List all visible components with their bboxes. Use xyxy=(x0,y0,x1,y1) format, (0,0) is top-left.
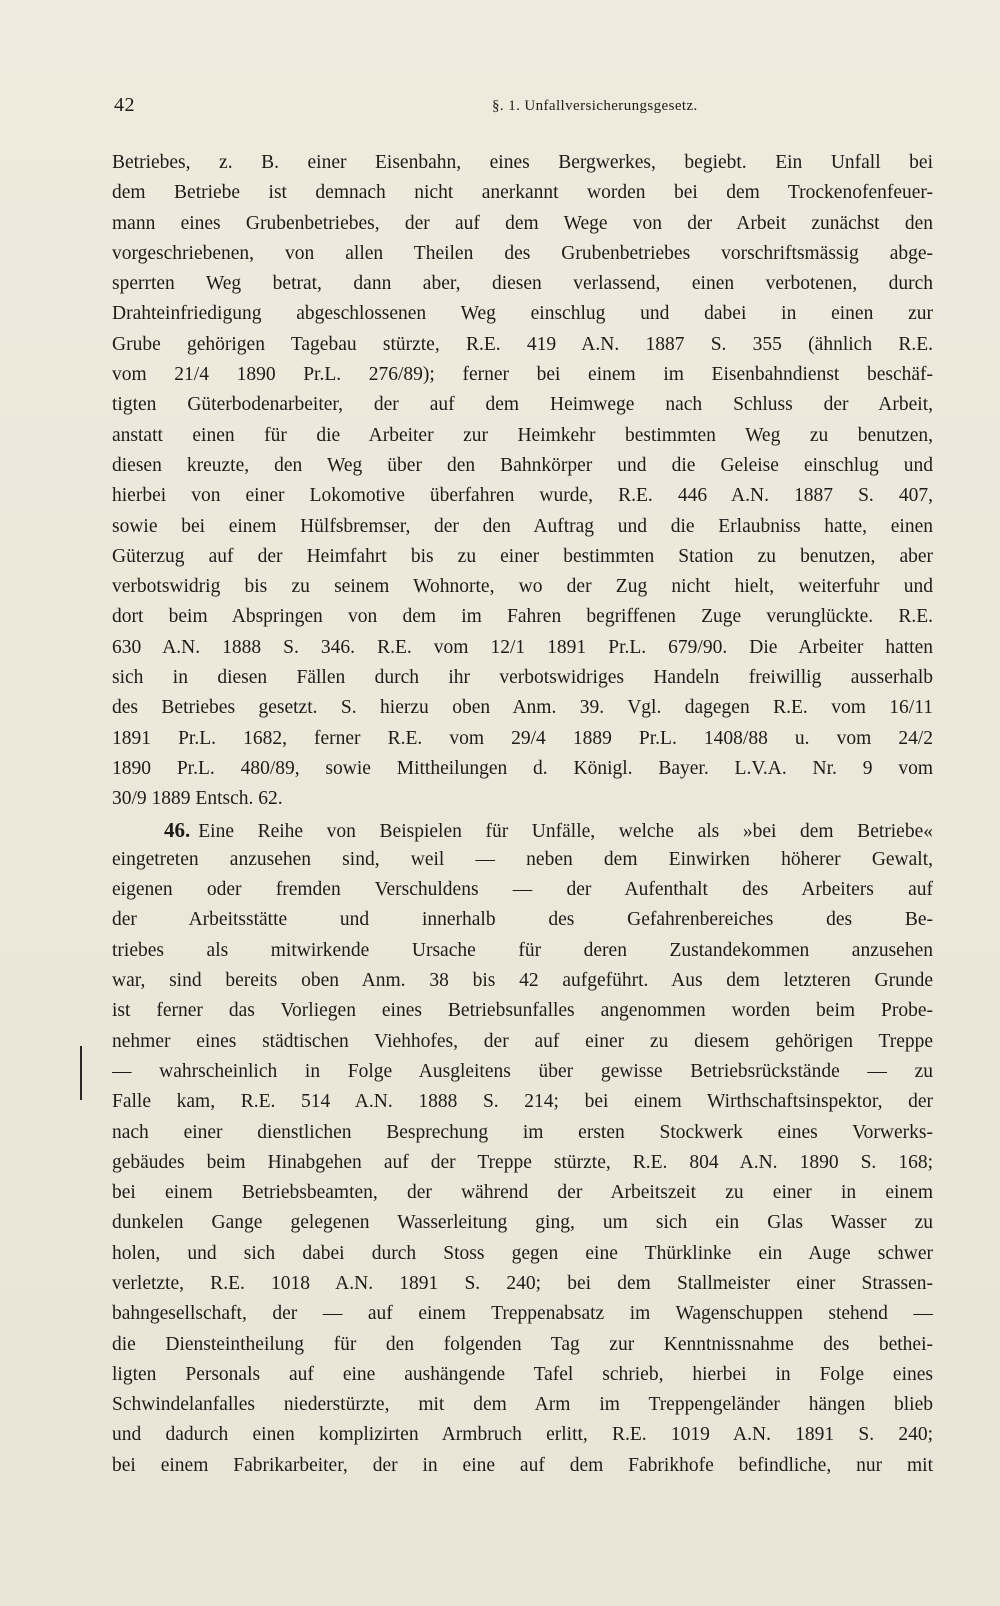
text-line: sperrten Weg betrat, dann aber, diesen verlassend, einen verbotenen, durch xyxy=(112,273,933,295)
text-line: Drahteinfriedigung abgeschlossenen Weg einschlug und dabei in einen zur xyxy=(112,303,933,325)
margin-rule-mark xyxy=(80,1046,82,1100)
text-line: bei einem Betriebsbeamten, der während der Arbeitszeit zu einer in einem xyxy=(112,1182,933,1204)
text-line: sich in diesen Fällen durch ihr verbotswidriges Handeln freiwillig ausserhalb xyxy=(112,667,933,689)
text-line: Grube gehörigen Tagebau stürzte, R.E. 419 A.N. 1887 S. 355 (ähnlich R.E. xyxy=(112,333,933,355)
text-line: 1891 Pr.L. 1682, ferner R.E. vom 29/4 1889 Pr.L. 1408/88 u. vom 24/2 xyxy=(112,727,933,749)
text-line: Eine Reihe von Beispielen für Unfälle, welche als »bei dem Betriebe« xyxy=(198,820,933,842)
text-line: 30/9 1889 Entsch. 62. xyxy=(112,788,283,810)
text-line: 630 A.N. 1888 S. 346. R.E. vom 12/1 1891 Pr.L. 679/90. Die Arbeiter hatten xyxy=(112,636,933,658)
body-text xyxy=(112,148,933,1511)
text-line: ligten Personals auf eine aushängende Tafel schrieb, hierbei in Folge eines xyxy=(112,1363,933,1385)
text-line: hierbei von einer Lokomotive überfahren wurde, R.E. 446 A.N. 1887 S. 407, xyxy=(112,485,933,507)
text-line: Betriebes, z. B. einer Eisenbahn, eines Bergwerkes, begiebt. Ein Unfall bei xyxy=(112,152,933,173)
text-line: bahngesellschaft, der — auf einem Treppenabsatz im Wagenschuppen stehend — xyxy=(112,1303,933,1325)
text-line xyxy=(112,1481,933,1511)
text-line: Güterzug auf der Heimfahrt bis zu einer bestimmten Station zu benutzen, aber xyxy=(112,545,933,567)
text-line: dem Betriebe ist demnach nicht anerkannt worden bei dem Trockenofenfeuer- xyxy=(112,182,933,204)
text-line: vom 21/4 1890 Pr.L. 276/89); ferner bei einem im Eisenbahndienst beschäf- xyxy=(112,364,933,386)
text-line: bei einem Fabrikarbeiter, der in eine auf dem Fabrikhofe befindliche, nur mit xyxy=(112,1454,933,1476)
text-line: Falle kam, R.E. 514 A.N. 1888 S. 214; bei einem Wirthschaftsinspektor, der xyxy=(112,1091,933,1113)
text-line: verbotswidrig bis zu seinem Wohnorte, wo der Zug nicht hielt, weiterfuhr und xyxy=(112,576,933,598)
text-line: und dadurch einen komplizirten Armbruch erlitt, R.E. 1019 A.N. 1891 S. 240; xyxy=(112,1424,933,1446)
page-number: 42 xyxy=(114,94,135,116)
text-line: nehmer eines städtischen Viehhofes, der auf einer zu diesem gehörigen Treppe xyxy=(112,1030,933,1052)
text-line: mann eines Grubenbetriebes, der auf dem Wege von der Arbeit zunächst den xyxy=(112,212,933,234)
text-line: triebes als mitwirkende Ursache für deren Zustandekommen anzusehen xyxy=(112,939,933,961)
text-line: ist ferner das Vorliegen eines Betriebsunfalles angenommen worden beim Probe- xyxy=(112,1000,933,1022)
text-line: eingetreten anzusehen sind, weil — neben dem Einwirken höherer Gewalt, xyxy=(112,848,933,870)
text-line: holen, und sich dabei durch Stoss gegen eine Thürklinke ein Auge schwer xyxy=(112,1242,933,1264)
text-line: des Betriebes gesetzt. S. hierzu oben Anm. 39. Vgl. dagegen R.E. vom 16/11 xyxy=(112,697,933,719)
text-line: tigten Güterbodenarbeiter, der auf dem Heimwege nach Schluss der Arbeit, xyxy=(112,394,933,416)
text-line: die Diensteintheilung für den folgenden Tag zur Kenntnissnahme des bethei- xyxy=(112,1333,933,1355)
text-line: sowie bei einem Hülfsbremser, der den Auftrag und die Erlaubniss hatte, einen xyxy=(112,515,933,537)
text-line: der Arbeitsstätte und innerhalb des Gefahrenbereiches des Be- xyxy=(112,909,933,931)
page-header xyxy=(112,94,933,124)
section-number: 46. xyxy=(164,817,191,842)
text-line: nach einer dienstlichen Besprechung im ersten Stockwerk eines Vorwerks- xyxy=(112,1121,933,1143)
text-line: eigenen oder fremden Verschuldens — der Aufenthalt des Arbeiters auf xyxy=(112,879,933,901)
text-line: war, sind bereits oben Anm. 38 bis 42 aufgeführt. Aus dem letzteren Grunde xyxy=(112,970,933,992)
text-line: — wahrscheinlich in Folge Ausgleitens über gewisse Betriebsrückstände — zu xyxy=(112,1060,933,1082)
text-line: 1890 Pr.L. 480/89, sowie Mittheilungen d. Königl. Bayer. L.V.A. Nr. 9 vom xyxy=(112,757,933,779)
section-first-line xyxy=(112,815,933,845)
text-line: dunkelen Gange gelegenen Wasserleitung ging, um sich ein Glas Wasser zu xyxy=(112,1212,933,1234)
text-line: gebäudes beim Hinabgehen auf der Treppe stürzte, R.E. 804 A.N. 1890 S. 168; xyxy=(112,1151,933,1173)
text-line: anstatt einen für die Arbeiter zur Heimkehr bestimmten Weg zu benutzen, xyxy=(112,424,933,446)
text-line: Schwindelanfalles niederstürzte, mit dem Arm im Treppengeländer hängen blieb xyxy=(112,1394,933,1416)
running-head: §. 1. Unfallversicherungsgesetz. xyxy=(492,98,698,114)
text-line: vorgeschriebenen, von allen Theilen des Grubenbetriebes vorschriftsmässig abge- xyxy=(112,242,933,264)
text-line: dort beim Abspringen von dem im Fahren begriffenen Zuge verunglückte. R.E. xyxy=(112,606,933,628)
text-line: verletzte, R.E. 1018 A.N. 1891 S. 240; bei dem Stallmeister einer Strassen- xyxy=(112,1272,933,1294)
text-line: diesen kreuzte, den Weg über den Bahnkörper und die Geleise einschlug und xyxy=(112,454,933,476)
